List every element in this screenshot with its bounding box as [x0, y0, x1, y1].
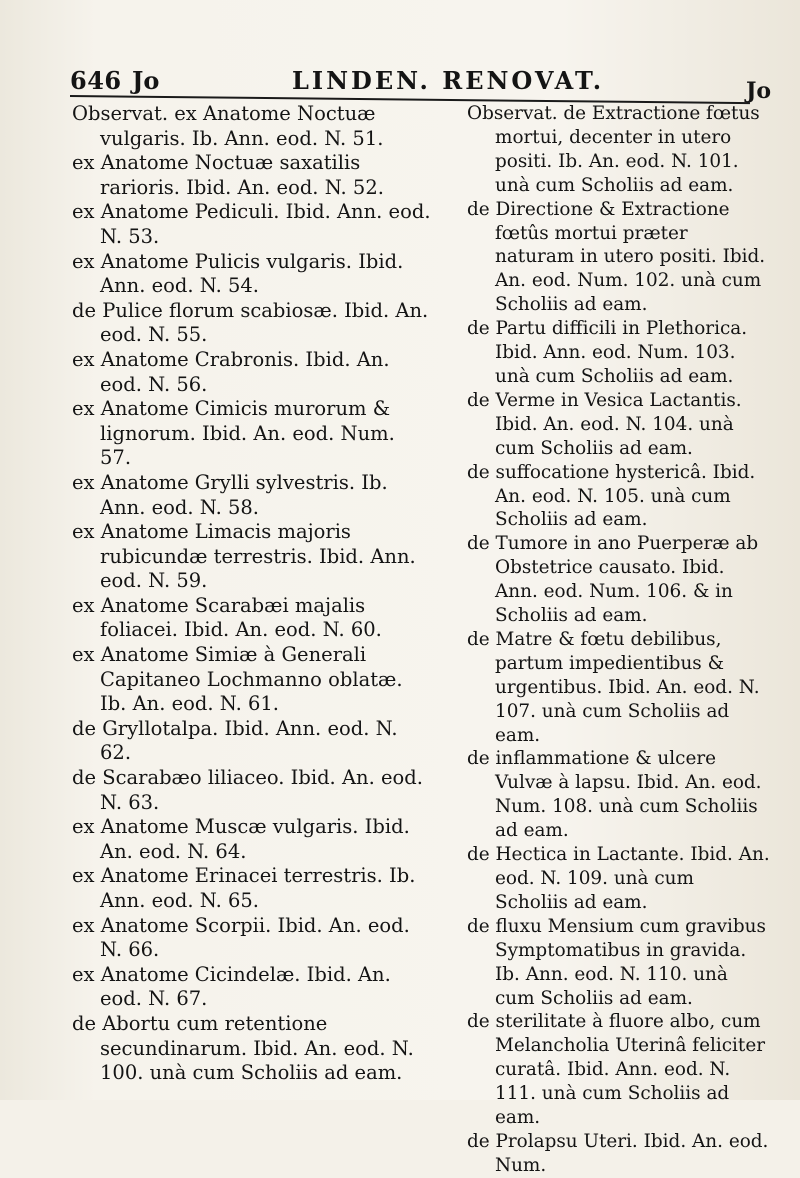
list-item: ex Anatome Cimicis murorum & lignorum. Ibid. An. eod. Num. 57. [72, 397, 395, 470]
list-item: ex Anatome Simiæ à Generali Capitaneo Lochmanno oblatæ. Ib. An. eod. N. 61. [72, 643, 403, 716]
list-item: de Prolapsu Uteri. Ibid. An. eod. Num. [467, 1130, 769, 1176]
list-item: ex Anatome Cicindelæ. Ibid. An. eod. N. 67. [72, 962, 391, 1011]
list-item: de fluxu Mensium cum gravibus Symptomatibus in gravida. Ib. Ann. eod. N. 110. unà cum Scholiis ad eam. [467, 915, 766, 1009]
list-item: ex Anatome Noctuæ saxatilis rarioris. Ibid. An. eod. N. 52. [72, 151, 384, 199]
list-item: de Hectica in Lactante. Ibid. An. eod. N. 109. unà cum Scholiis ad eam. [467, 844, 770, 913]
running-header [70, 58, 772, 104]
list-item: de Scarabæo liliaceo. Ibid. An. eod. N. 63. [72, 766, 423, 814]
list-item: de Gryllotalpa. Ibid. Ann. eod. N. 62. [72, 716, 398, 765]
right-running-head: Jo [746, 78, 772, 104]
page-number: 646 [70, 66, 122, 95]
left-running-head: Jo [132, 66, 160, 95]
right-column [467, 102, 772, 1178]
list-item: de suffocatione hystericâ. Ibid. An. eod. N. 105. unà cum Scholiis ad eam. [467, 461, 756, 531]
list-item: ex Anatome Scarabæi majalis foliacei. Ibid. An. eod. N. 60. [72, 593, 382, 642]
list-item: ex Anatome Pulicis vulgaris. Ibid. Ann. eod. N. 54. [72, 249, 404, 298]
list-item: de Tumore in ano Puerperæ ab Obstetrice causato. Ibid. Ann. eod. Num. 106. & in Scholiis ad eam. [467, 533, 759, 627]
list-item: de Verme in Vesica Lactantis. Ibid. An. eod. N. 104. unà cum Scholiis ad eam. [467, 389, 742, 459]
list-item: de sterilitate à fluore albo, cum Melancholia Uterinâ feliciter curatâ. Ibid. Ann. eod. N. 111. unà cum Scholiis ad eam. [467, 1011, 765, 1129]
list-item: de Pulice florum scabiosæ. Ibid. An. eod. N. 55. [72, 298, 429, 347]
list-item: ex Anatome Grylli sylvestris. Ib. Ann. eod. N. 58. [72, 470, 388, 519]
list-item: de Partu difficili in Plethorica. Ibid. Ann. eod. Num. 103. unà cum Scholiis ad eam. [467, 318, 748, 387]
list-item: de Abortu cum retentione secundinarum. Ibid. An. eod. N. 100. unà cum Scholiis ad eam. [72, 1011, 414, 1085]
list-item: de Matre & fœtu debilibus, partum impedientibus & urgentibus. Ibid. An. eod. N. 107. unà cum Scholiis ad eam. [467, 628, 760, 746]
left-column [72, 102, 432, 1086]
page-title: LINDEN. RENOVAT. [292, 66, 605, 95]
list-item: ex Anatome Limacis majoris rubicundæ terrestris. Ibid. Ann. eod. N. 59. [72, 520, 416, 593]
list-item: Observat. de Extractione fœtus mortui, decenter in utero positi. Ib. An. eod. N. 101. unà cum Scholiis ad eam. [467, 103, 760, 196]
list-item: de Directione & Extractione fœtûs mortui præter naturam in utero positi. Ibid. An. eod. Num. 102. unà cum Scholiis ad eam. [467, 198, 766, 316]
list-item: ex Anatome Pediculi. Ibid. Ann. eod. N. 53. [72, 200, 431, 248]
list-item: de inflammatione & ulcere Vulvæ à lapsu. Ibid. An. eod. Num. 108. unà cum Scholiis ad eam. [467, 748, 762, 842]
list-item: Observat. ex Anatome Noctuæ vulgaris. Ib. Ann. eod. N. 51. [72, 102, 384, 150]
list-item: ex Anatome Muscæ vulgaris. Ibid. An. eod. N. 64. [72, 815, 410, 863]
list-item: ex Anatome Erinacei terrestris. Ib. Ann. eod. N. 65. [72, 864, 416, 912]
list-item: ex Anatome Crabronis. Ibid. An. eod. N. 56. [72, 347, 390, 396]
list-item: ex Anatome Scorpii. Ibid. An. eod. N. 66. [72, 913, 410, 962]
